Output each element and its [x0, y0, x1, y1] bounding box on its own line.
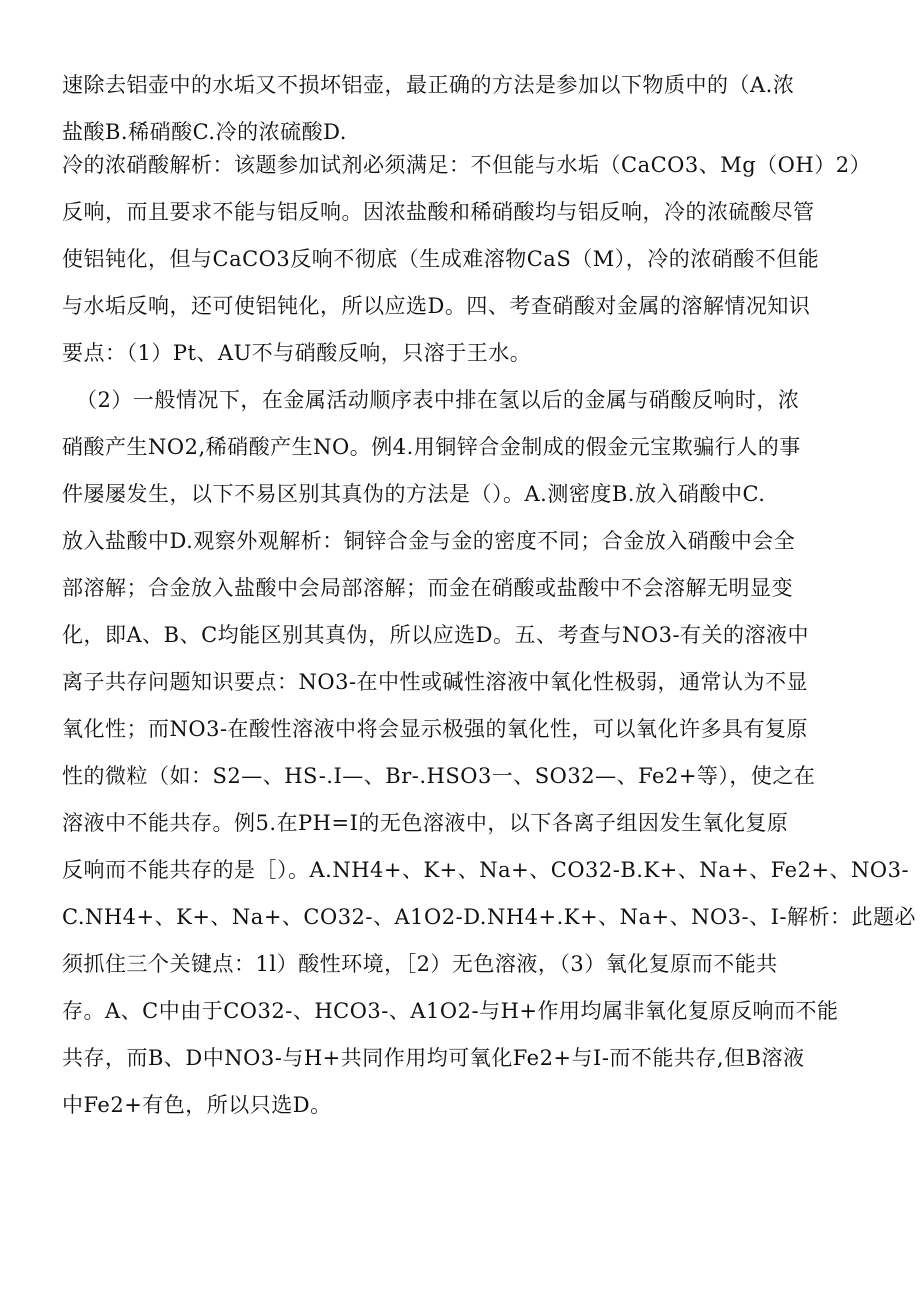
text-line-22: 共存，而B、D中NO3-与H+共同作用均可氧化Fe2+与I-而不能共存,但B溶液 — [62, 1046, 805, 1070]
text-line-11: 放入盐酸中D.观察外观解析：铜锌合金与金的密度不同；合金放入硝酸中会全 — [62, 529, 796, 553]
text-line-7: 要点：（1）Pt、AU不与硝酸反响，只溶于王水。 — [62, 341, 532, 365]
text-line-3: 冷的浓硝酸解析：该题参加试剂必须满足：不但能与水垢（CaCO3、Mg（OH）2） — [62, 153, 872, 177]
text-line-19: C.NH4+、K+、Na+、CO32-、A1O2-D.NH4+.K+、Na+、NO3-、I-解析：此题必 — [62, 905, 917, 929]
text-line-20: 须抓住三个关键点：1l）酸性环境，［2）无色溶液，（3）氧化复原而不能共 — [62, 952, 778, 976]
text-line-23: 中Fe2+有色，所以只选D。 — [62, 1093, 332, 1117]
text-line-8: （2）一般情况下，在金属活动顺序表中排在氢以后的金属与硝酸反响时，浓 — [76, 388, 800, 412]
text-line-9: 硝酸产生NO2,稀硝酸产生NO。例4.用铜锌合金制成的假金元宝欺骗行人的事 — [62, 435, 801, 459]
text-line-15: 氧化性；而NO3-在酸性溶液中将会显示极强的氧化性，可以氧化许多具有复原 — [62, 717, 809, 741]
text-line-5: 使铝钝化，但与CaCO3反响不彻底（生成难溶物CaS（M），冷的浓硝酸不但能 — [62, 247, 820, 271]
text-line-1: 速除去铝壶中的水垢又不损坏铝壶，最正确的方法是参加以下物质中的（A.浓 — [62, 73, 795, 97]
text-line-13: 化，即A、B、C均能区别其真伪，所以应选D。五、考查与NO3-有关的溶液中 — [62, 623, 810, 647]
text-line-2: 盐酸B.稀硝酸C.冷的浓硫酸D. — [62, 120, 347, 144]
text-line-14: 离子共存问题知识要点：NO3-在中性或碱性溶液中氧化性极弱，通常认为不显 — [62, 670, 809, 694]
text-line-21: 存。A、C中由于CO32-、HCO3-、A1O2-与H+作用均属非氧化复原反响而不能 — [62, 999, 839, 1023]
text-line-10: 件屡屡发生，以下不易区别其真伪的方法是（）。A.测密度B.放入硝酸中C. — [62, 482, 766, 506]
text-line-6: 与水垢反响，还可使铝钝化，所以应选D。四、考查硝酸对金属的溶解情况知识 — [62, 294, 811, 318]
text-line-16: 性的微粒（如：S2—、HS-.I—、Br-.HSO3一、SO32—、Fe2+等），使之在 — [62, 764, 816, 788]
document-page — [62, 66, 917, 1133]
text-line-12: 部溶解；合金放入盐酸中会局部溶解；而金在硝酸或盐酸中不会溶解无明显变 — [62, 576, 793, 600]
text-line-4: 反响，而且要求不能与铝反响。因浓盐酸和稀硝酸均与铝反响，冷的浓硫酸尽管 — [62, 200, 815, 224]
text-line-17: 溶液中不能共存。例5.在PH=I的无色溶液中，以下各离子组因发生氧化复原 — [62, 811, 789, 835]
text-line-18: 反响而不能共存的是［）。A.NH4+、K+、Na+、CO32-B.K+、Na+、Fe2+、NO3- — [62, 858, 910, 882]
